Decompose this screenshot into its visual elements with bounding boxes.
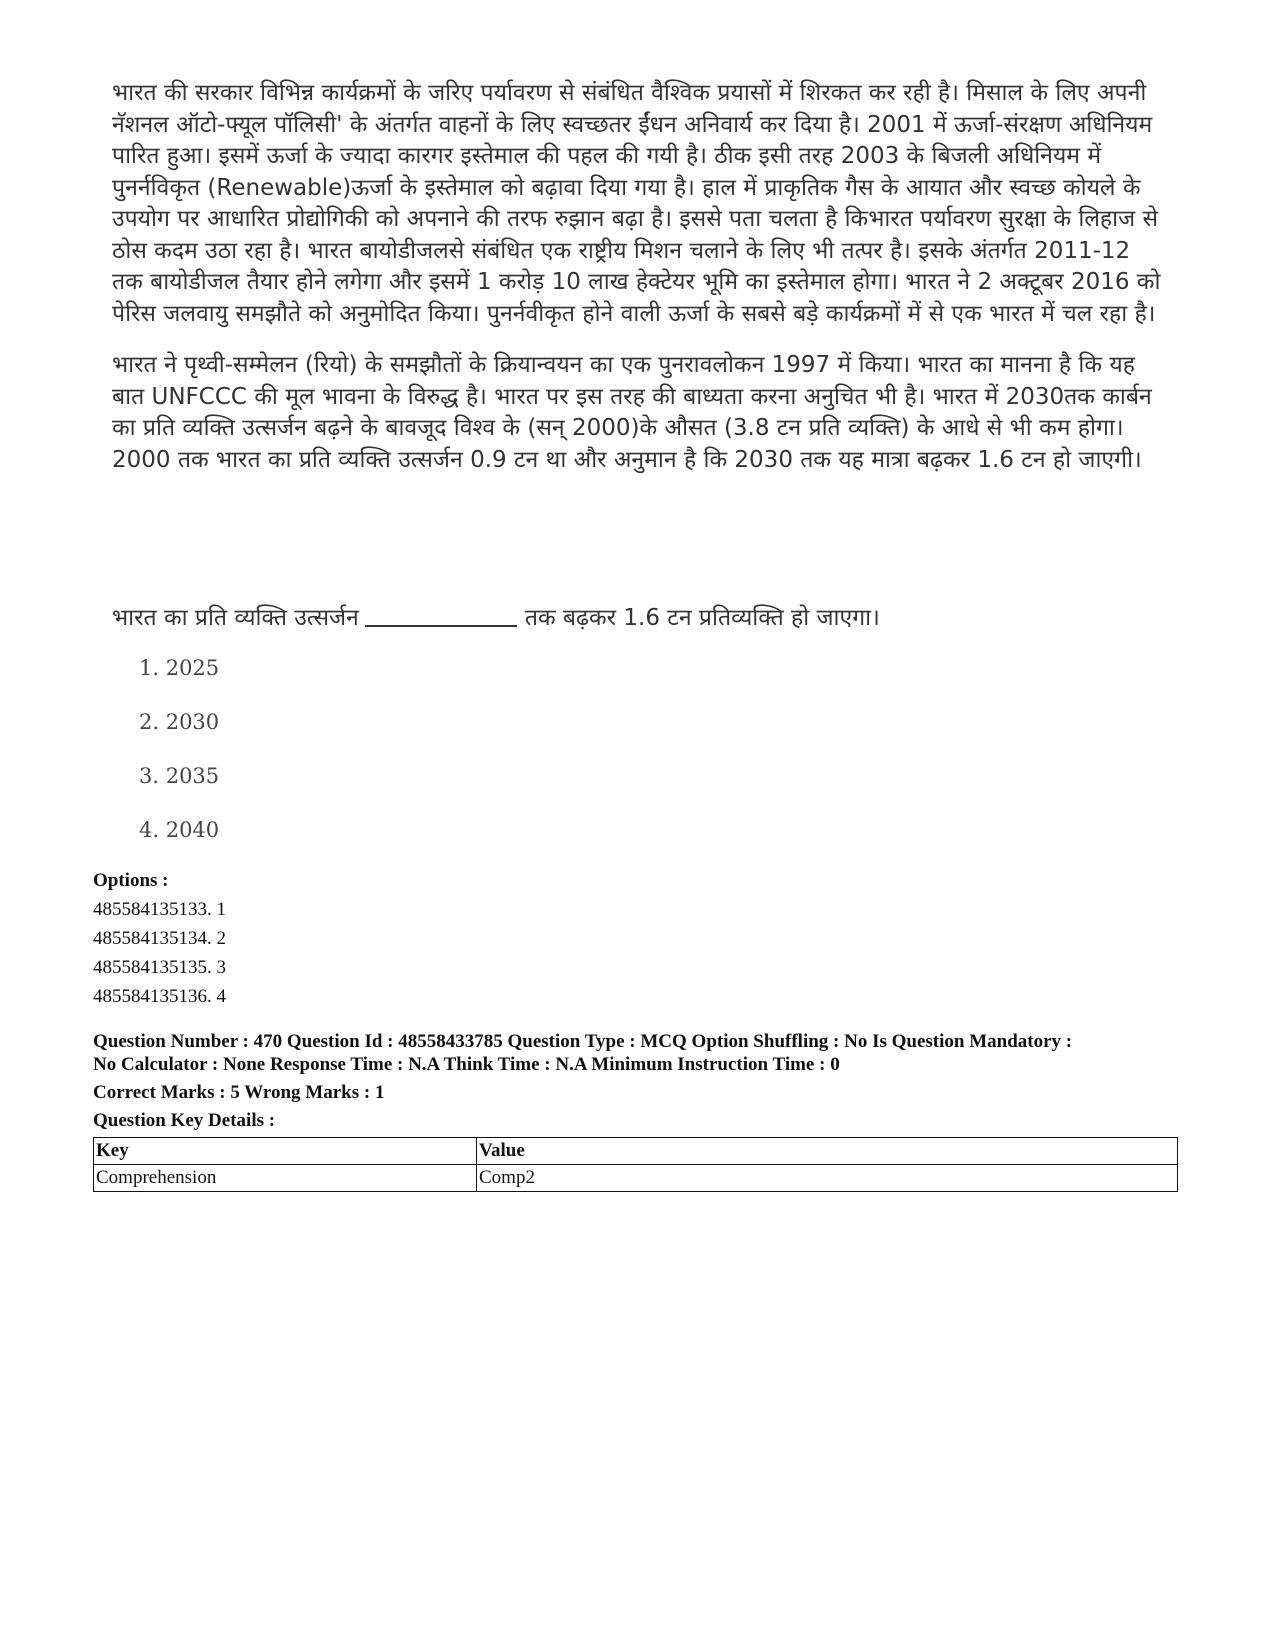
question-text-before: भारत का प्रति व्यक्ति उत्सर्जन bbox=[112, 605, 359, 631]
passage-paragraph-2: भारत ने पृथ्वी-सम्मेलन (रियो) के समझौतों के क्रियान्वयन का एक पुनरावलोकन 1997 में किया। भारत का मानना है कि यह बात UNFCCC की मूल भावना के विरुद्ध है। भारत पर इस तरह की बाध्यता करना अनुचित भी है। भारत में 2030तक कार्बन का प्रति व्यक्ति उत्सर्जन बढ़ने के बावजूद विश्व के (सन् 2000)के औसत (3.8 टन प्रति व्यक्ति) के आधे से भी कम होगा। 2000 तक भारत का प्रति व्यक्ति उत्सर्जन 0.9 टन था और अनुमान है कि 2030 तक यह मात्रा बढ़कर 1.6 टन हो जाएगी। bbox=[112, 352, 1152, 473]
question-text-after: तक बढ़कर 1.6 टन प्रतिव्यक्ति हो जाएगा। bbox=[524, 605, 880, 631]
option-id-row: 485584135133. 1 bbox=[93, 899, 226, 920]
table-cell-value: Comp2 bbox=[477, 1165, 1178, 1192]
choice-item: 1. 2025 bbox=[139, 656, 220, 680]
answer-choices bbox=[139, 653, 219, 869]
choice-item: 4. 2040 bbox=[139, 818, 220, 842]
key-details-table bbox=[93, 1137, 1178, 1192]
column-header-key: Key bbox=[94, 1138, 477, 1165]
options-heading: Options : bbox=[93, 870, 169, 891]
question-info-line-2: No Calculator : None Response Time : N.A Think Time : N.A Minimum Instruction Time : 0 bbox=[93, 1053, 840, 1075]
column-header-value: Value bbox=[477, 1138, 1178, 1165]
fill-in-blank bbox=[365, 601, 517, 627]
option-id-row: 485584135134. 2 bbox=[93, 928, 226, 949]
table-row bbox=[94, 1165, 1178, 1192]
comprehension-passage bbox=[112, 78, 1162, 476]
option-id-row: 485584135136. 4 bbox=[93, 986, 226, 1007]
question-info-line-1: Question Number : 470 Question Id : 48558433785 Question Type : MCQ Option Shuffling : No Is Question Mandatory : bbox=[93, 1031, 1073, 1052]
question-block bbox=[112, 601, 1172, 842]
question-text bbox=[112, 601, 1172, 635]
table-header-row bbox=[94, 1138, 1178, 1165]
key-details-heading: Question Key Details : bbox=[93, 1110, 276, 1131]
choice-item: 2. 2030 bbox=[139, 710, 220, 734]
choice-item: 3. 2035 bbox=[139, 764, 220, 788]
table-cell-key: Comprehension bbox=[94, 1165, 477, 1192]
passage-paragraph-1: भारत की सरकार विभिन्न कार्यक्रमों के जरिए पर्यावरण से संबंधित वैश्विक प्रयासों में शिरकत कर रही है। मिसाल के लिए अपनी नॅशनल ऑटो-फ्यूल पॉलिसी' के अंतर्गत वाहनों के लिए स्वच्छतर ईंधन अनिवार्य कर दिया है। 2001 में ऊर्जा-संरक्षण अधिनियम पारित हुआ। इसमें ऊर्जा के ज्यादा कारगर इस्तेमाल की पहल की गयी है। ठीक इसी तरह 2003 के बिजली अधिनियम में पुनर्नविकृत (Renewable)ऊर्जा के इस्तेमाल को बढ़ावा दिया गया है। हाल में प्राकृतिक गैस के आयात और स्वच्छ कोयले के उपयोग पर आधारित प्रोद्योगिकी को अपनाने की तरफ रुझान बढ़ा है। इससे पता चलता है किभारत पर्यावरण सुरक्षा के लिहाज से ठोस कदम उठा रहा है। भारत बायोडीजलसे संबंधित एक राष्ट्रीय मिशन चलाने के लिए भी तत्पर है। इसके अंतर्गत 2011-12 तक बायोडीजल तैयार होने लगेगा और इसमें 1 करोड़ 10 लाख हेक्टेयर भूमि का इस्तेमाल होगा। भारत ने 2 अक्टूबर 2016 को पेरिस जलवायु समझौते को अनुमोदित किया। पुनर्नवीकृत होने वाली ऊर्जा के सबसे बड़े कार्यक्रमों में से एक भारत में चल रहा है। bbox=[112, 80, 1161, 327]
marks-line: Correct Marks : 5 Wrong Marks : 1 bbox=[93, 1082, 385, 1103]
option-id-row: 485584135135. 3 bbox=[93, 957, 226, 978]
question-info bbox=[93, 1031, 1203, 1076]
question-metadata bbox=[93, 866, 1203, 1192]
